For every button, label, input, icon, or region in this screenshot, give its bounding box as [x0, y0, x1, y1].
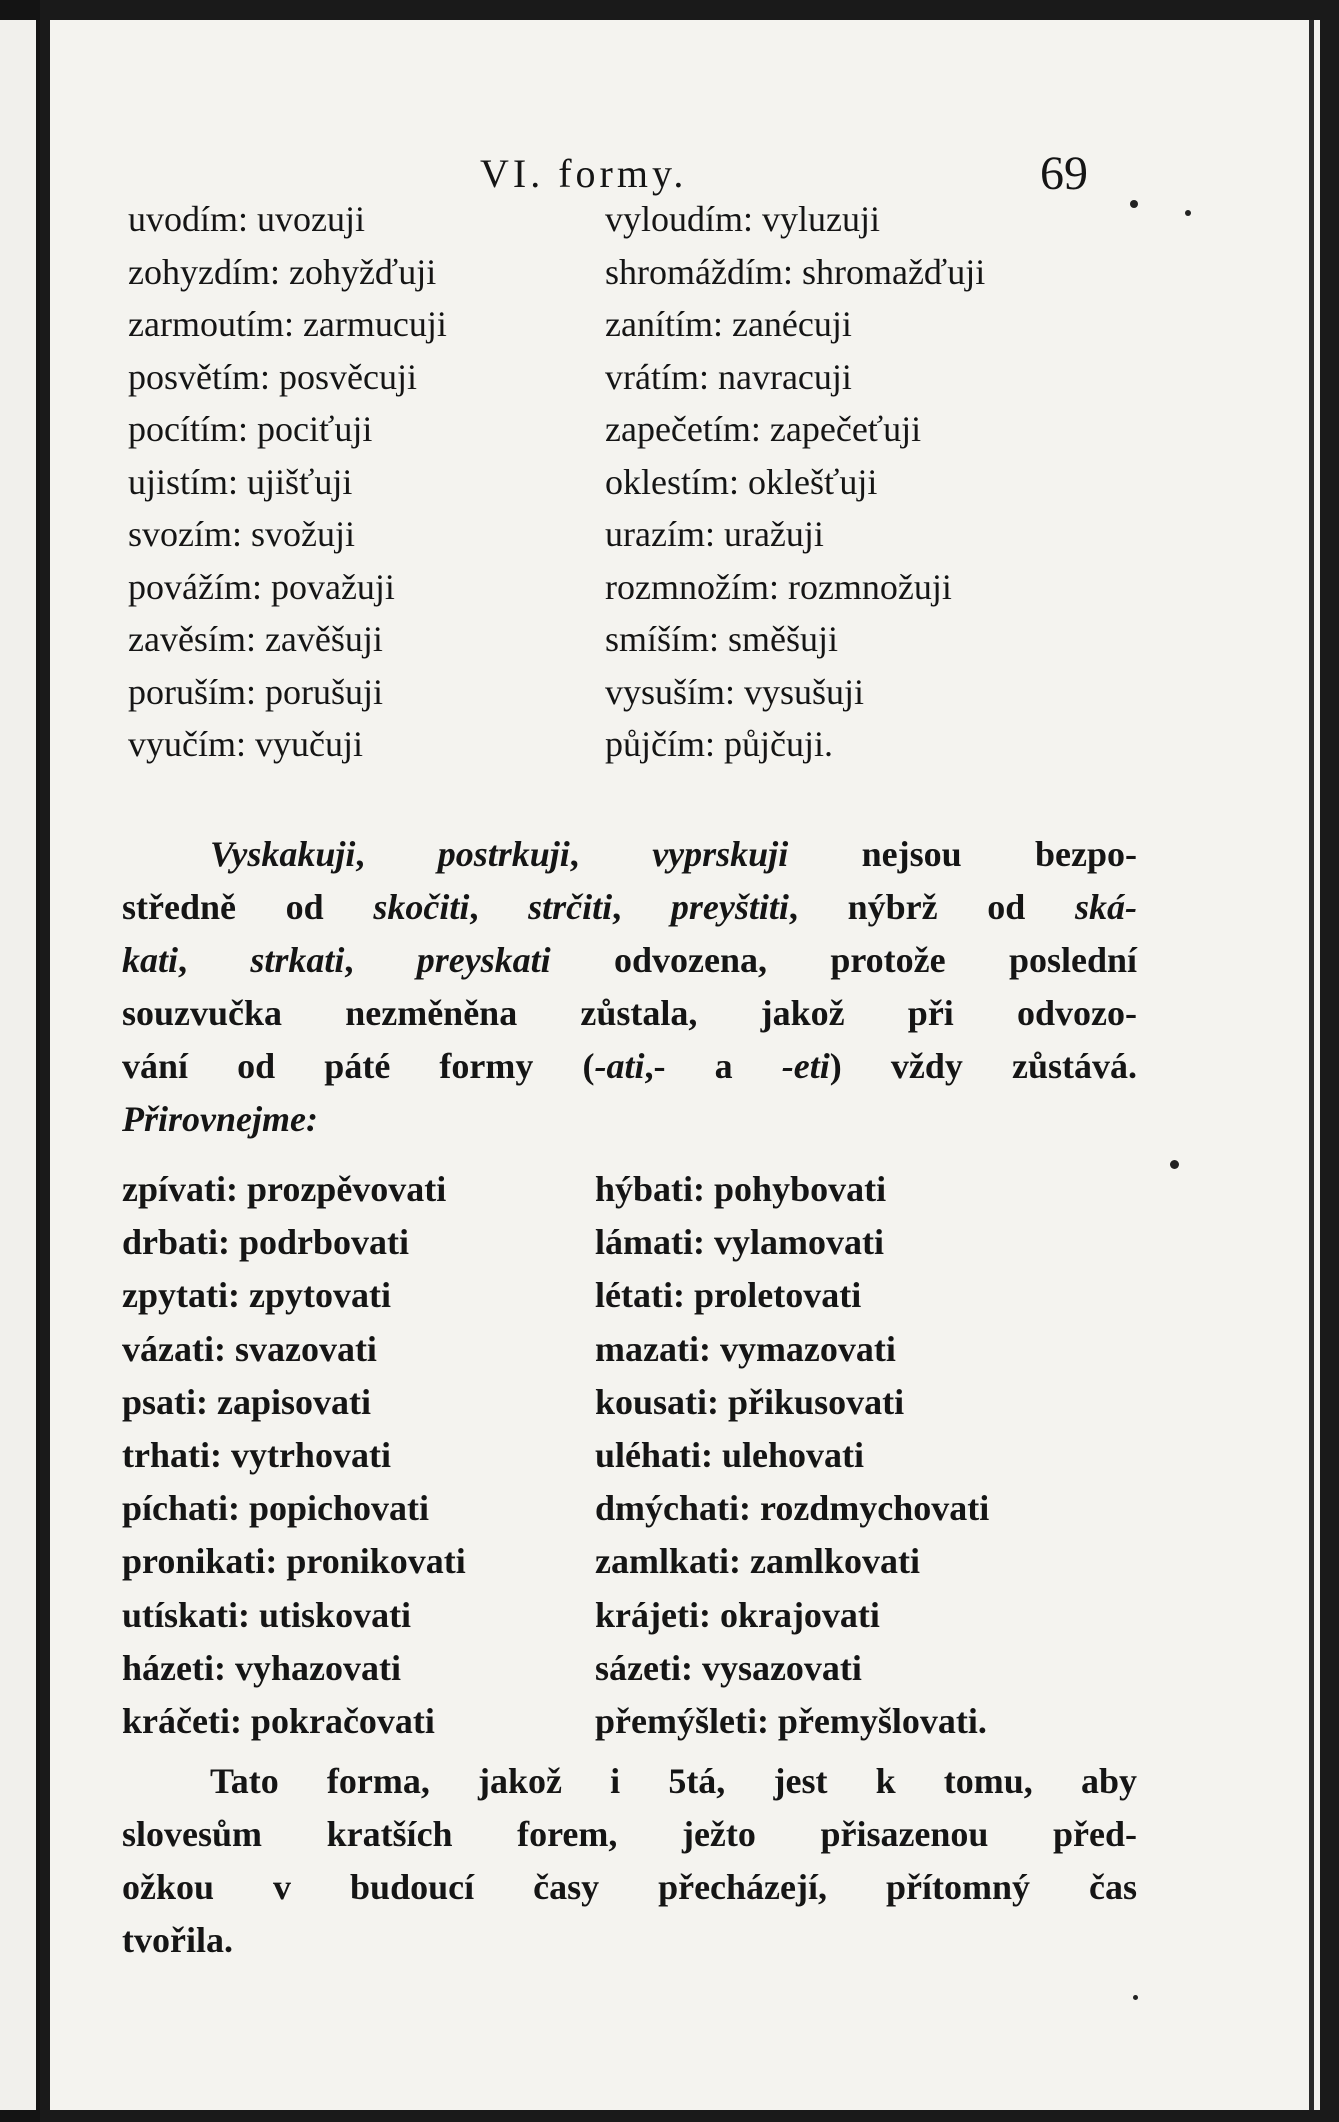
- verb-pair-right: zapečetím: zapečeťuji: [605, 409, 922, 449]
- verb-pair-left: vázati: svazovati: [122, 1328, 377, 1369]
- verb-pair-left: svozím: svožuji: [128, 514, 355, 554]
- verb-pair-right: hýbati: pohybovati: [595, 1169, 887, 1209]
- verb-pair-row: [50, 251, 1320, 303]
- verb-pair-left: vyučím: vyučuji: [128, 724, 363, 764]
- compare-label-text: Přirovnejme:: [122, 1099, 318, 1139]
- verb-pair-right: zamlkati: zamlkovati: [595, 1541, 920, 1582]
- verb-pair-row: [50, 671, 1320, 723]
- print-speck: [1170, 1160, 1179, 1169]
- verb-pair-left: zohyzdím: zohyžďuji: [128, 251, 437, 292]
- verb-pair-left: píchati: popichovati: [122, 1488, 430, 1529]
- verb-pair-row: [50, 303, 1320, 355]
- verb-pair-right: shromáždím: shromažďuji: [605, 251, 986, 292]
- verb-pair-row: [50, 1168, 1320, 1220]
- verb-pair-left: zpytati: zpytovati: [122, 1275, 391, 1316]
- verb-pair-row: [50, 356, 1320, 408]
- paragraph-line: tvořila.: [122, 1920, 233, 1960]
- verb-pair-left: psati: zapisovati: [122, 1381, 372, 1422]
- verb-pair-right: smíším: směšuji: [605, 619, 839, 659]
- verb-pair-left: pronikati: pronikovati: [122, 1541, 466, 1582]
- verb-pair-row: [50, 408, 1320, 460]
- verb-pair-right: kousati: přikusovati: [595, 1381, 905, 1422]
- verb-pair-right: půjčím: půjčuji.: [605, 724, 833, 764]
- verb-pair-row: [50, 513, 1320, 565]
- paragraph-line: souzvučka nezměněna zůstala, jakož při odvozo-: [122, 993, 1137, 1033]
- verb-pair-row: [50, 566, 1320, 618]
- verb-pair-right: mazati: vymazovati: [595, 1328, 896, 1369]
- verb-pair-row: [50, 1328, 1320, 1380]
- verb-pair-right: dmýchati: rozdmychovati: [595, 1488, 990, 1529]
- paragraph-line: Vyskakuji, postrkuji, vyprskuji nejsou bezpo-: [210, 834, 1137, 874]
- print-speck: [1130, 200, 1138, 208]
- paragraph-line: vání od páté formy (-ati,- a -eti) vždy zůstává.: [122, 1046, 1137, 1086]
- paragraph-line: středně od skočiti, strčiti, preyštiti, nýbrž od ská-: [122, 887, 1138, 927]
- verb-pair-left: zarmoutím: zarmucuji: [128, 304, 447, 344]
- verb-pair-right: přemýšleti: přemyšlovati.: [595, 1701, 987, 1741]
- verb-pair-right: zanítím: zanécuji: [605, 304, 852, 344]
- verb-pair-row: [50, 1540, 1320, 1592]
- verb-pair-right: vyloudím: vyluzuji: [605, 199, 880, 239]
- verb-pair-left: drbati: podrbovati: [122, 1222, 410, 1263]
- verb-pair-row: [50, 1221, 1320, 1273]
- book-page: [50, 20, 1320, 2110]
- verb-pair-row: [50, 1487, 1320, 1539]
- verb-pair-right: lámati: vylamovati: [595, 1222, 884, 1263]
- verb-pair-row: [50, 461, 1320, 513]
- verb-pair-right: krájeti: okrajovati: [595, 1594, 880, 1635]
- verb-pair-row: [50, 1274, 1320, 1326]
- verb-pair-row: [50, 1647, 1320, 1699]
- verb-pair-right: oklestím: oklešťuji: [605, 461, 878, 502]
- verb-pair-left: utískati: utiskovati: [122, 1594, 412, 1635]
- verb-pair-row: [50, 1434, 1320, 1486]
- verb-pair-left: uvodím: uvozuji: [128, 199, 365, 239]
- verb-pair-row: [50, 1381, 1320, 1433]
- print-speck: [1185, 210, 1191, 216]
- verb-pair-right: uléhati: ulehovati: [595, 1435, 865, 1475]
- verb-pair-left: povážím: považuji: [128, 566, 395, 607]
- print-speck: [1133, 1995, 1138, 2000]
- paragraph-line: ožkou v budoucí časy přecházejí, přítomný čas: [122, 1867, 1137, 1907]
- verb-pair-row: [50, 723, 1320, 775]
- verb-pair-left: trhati: vytrhovati: [122, 1435, 391, 1475]
- verb-pair-right: létati: proletovati: [595, 1275, 862, 1316]
- verb-pair-row: [50, 1700, 1320, 1752]
- verb-pair-right: sázeti: vysazovati: [595, 1647, 862, 1688]
- paragraph-line: slovesům kratších forem, ježto přisazenou před-: [122, 1814, 1137, 1854]
- verb-pair-left: zpívati: prozpěvovati: [122, 1169, 447, 1209]
- verb-pair-right: vysuším: vysušuji: [605, 671, 865, 712]
- verb-pair-left: ujistím: ujišťuji: [128, 461, 353, 502]
- verb-pair-row: [50, 1594, 1320, 1646]
- facing-page-edge: [0, 20, 36, 2110]
- compare-label: [122, 1093, 1137, 1146]
- verb-pair-left: házeti: vyhazovati: [122, 1647, 401, 1688]
- verb-pair-right: rozmnožím: rozmnožuji: [605, 566, 952, 607]
- verb-pair-left: pocítím: pociťuji: [128, 409, 373, 449]
- paragraph-line: Tato forma, jakož i 5tá, jest k tomu, aby: [210, 1761, 1137, 1801]
- paragraph-vyskakuji: [122, 828, 1137, 1093]
- verb-pair-left: posvětím: posvěcuji: [128, 356, 417, 397]
- page-number: 69: [1040, 147, 1088, 200]
- verb-pair-left: kráčeti: pokračovati: [122, 1701, 435, 1741]
- paragraph-tato-forma: [122, 1755, 1137, 1967]
- running-head: VI. formy.: [480, 151, 688, 196]
- verb-pair-right: urazím: uražuji: [605, 514, 824, 554]
- verb-pair-row: [50, 618, 1320, 670]
- verb-pair-right: vrátím: navracuji: [605, 356, 852, 397]
- paragraph-line: kati, strkati, preyskati odvozena, protože poslední: [122, 940, 1138, 980]
- verb-pair-left: zavěsím: zavěšuji: [128, 619, 383, 659]
- verb-pair-left: poruším: porušuji: [128, 671, 384, 712]
